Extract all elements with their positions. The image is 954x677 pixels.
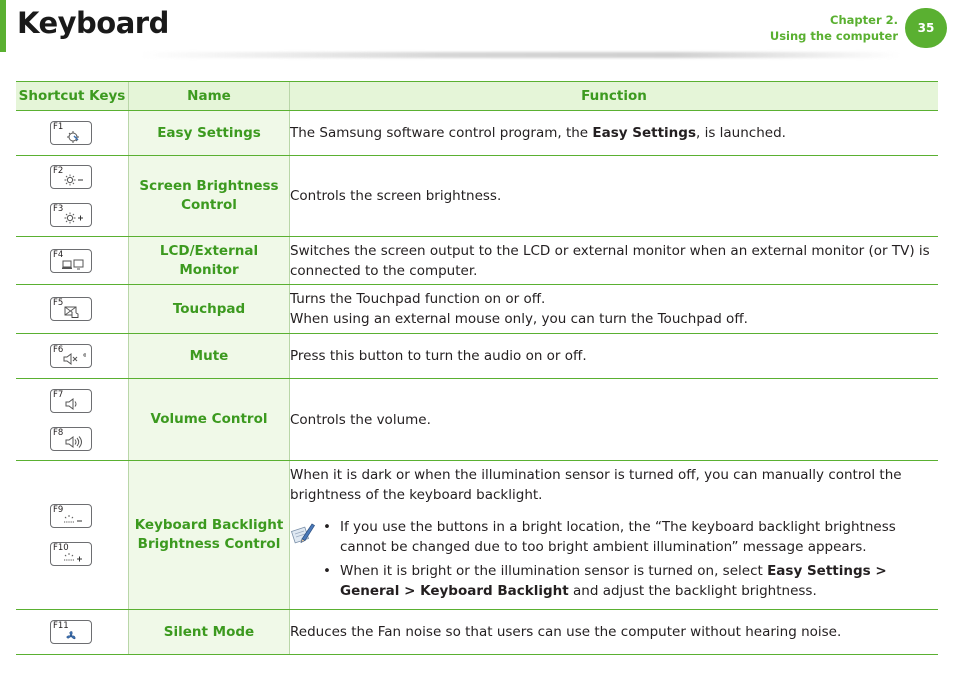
shortcut-name: Easy Settings [129,111,290,156]
shortcut-function: Controls the volume. [290,379,939,461]
note-pencil-icon [290,517,322,605]
page-title: Keyboard [17,6,169,40]
shortcut-name: Volume Control [129,379,290,461]
table-row [16,111,938,156]
key-f7: F7 [50,389,92,413]
column-header-name: Name [129,82,290,111]
key-f6: F6 [50,344,92,368]
shortcut-function: When it is dark or when the illumination sensor is turned off, you can manually control the brightness of the keyboard backlight. • If you use the buttons in a bright location, the “The keyboard backlight brightness cannot be changed due to too bright ambient illumination” message appears. • When it is bright or the illumination sensor is turned on, select Easy Settings > General > Keyboard Backlight and adjust the backlight brightness. [290,461,939,610]
title-underline [140,52,900,58]
column-header-function: Function [290,82,939,111]
shortcut-function: Press this button to turn the audio on or off. [290,334,939,379]
note-list [322,517,938,605]
brightness-down-icon [62,174,86,187]
chapter-heading [770,12,898,44]
table-row [16,237,938,285]
fan-icon [62,629,86,642]
key-f9: F9 [50,504,92,528]
volume-up-icon [62,436,86,449]
touchpad-icon [62,306,86,319]
table-row [16,334,938,379]
key-f4: F4 [50,249,92,273]
shortcut-function: Switches the screen output to the LCD or external monitor when an external monitor (or TV) is connected to the computer. [290,237,939,285]
key-f8: F8 [50,427,92,451]
shortcut-keys-cell [16,111,129,156]
table-row [16,379,938,461]
shortcut-keys-cell [16,156,129,237]
shortcut-keys-cell [16,461,129,610]
shortcut-name: Touchpad [129,285,290,334]
lcd-monitor-icon [62,258,86,271]
shortcut-name: Silent Mode [129,610,290,655]
shortcut-keys-cell [16,237,129,285]
key-f3: F3 [50,203,92,227]
shortcut-keys-table [16,81,938,655]
key-f5: F5 [50,297,92,321]
shortcut-name: Screen Brightness Control [129,156,290,237]
shortcut-keys-cell [16,334,129,379]
shortcut-name: LCD/External Monitor [129,237,290,285]
page-number-badge: 35 [905,8,947,48]
chapter-number: Chapter 2. [830,13,898,27]
table-header-row [16,82,938,111]
column-header-shortcut-keys: Shortcut Keys [16,82,129,111]
shortcut-keys-cell [16,610,129,655]
table-row [16,156,938,237]
backlight-down-icon [62,513,86,526]
table-row [16,285,938,334]
key-f2: F2 [50,165,92,189]
backlight-up-icon [62,551,86,564]
note-item: • If you use the buttons in a bright location, the “The keyboard backlight brightness cannot be changed due to too bright ambient illumination” message appears. [340,517,938,557]
volume-down-icon [62,398,86,411]
note-block [290,517,938,605]
table-row [16,610,938,655]
shortcut-name: Keyboard Backlight Brightness Control [129,461,290,610]
shortcut-keys-cell [16,285,129,334]
shortcut-function: Controls the screen brightness. [290,156,939,237]
brightness-up-icon [62,212,86,225]
key-f11: F11 [50,620,92,644]
shortcut-function: The Samsung software control program, the Easy Settings, is launched. [290,111,939,156]
title-accent-bar [0,0,6,52]
key-f1: F1 [50,121,92,145]
table-row [16,461,938,610]
chapter-title: Using the computer [769,29,898,43]
mute-icon [62,353,86,366]
shortcut-name: Mute [129,334,290,379]
shortcut-function: Reduces the Fan noise so that users can use the computer without hearing noise. [290,610,939,655]
easy-settings-icon [62,130,86,143]
key-f10: F10 [50,542,92,566]
note-item: • When it is bright or the illumination sensor is turned on, select Easy Settings > General > Keyboard Backlight and adjust the backlight brightness. [340,561,938,601]
shortcut-keys-cell [16,379,129,461]
shortcut-function: Turns the Touchpad function on or off. When using an external mouse only, you can turn the Touchpad off. [290,285,939,334]
